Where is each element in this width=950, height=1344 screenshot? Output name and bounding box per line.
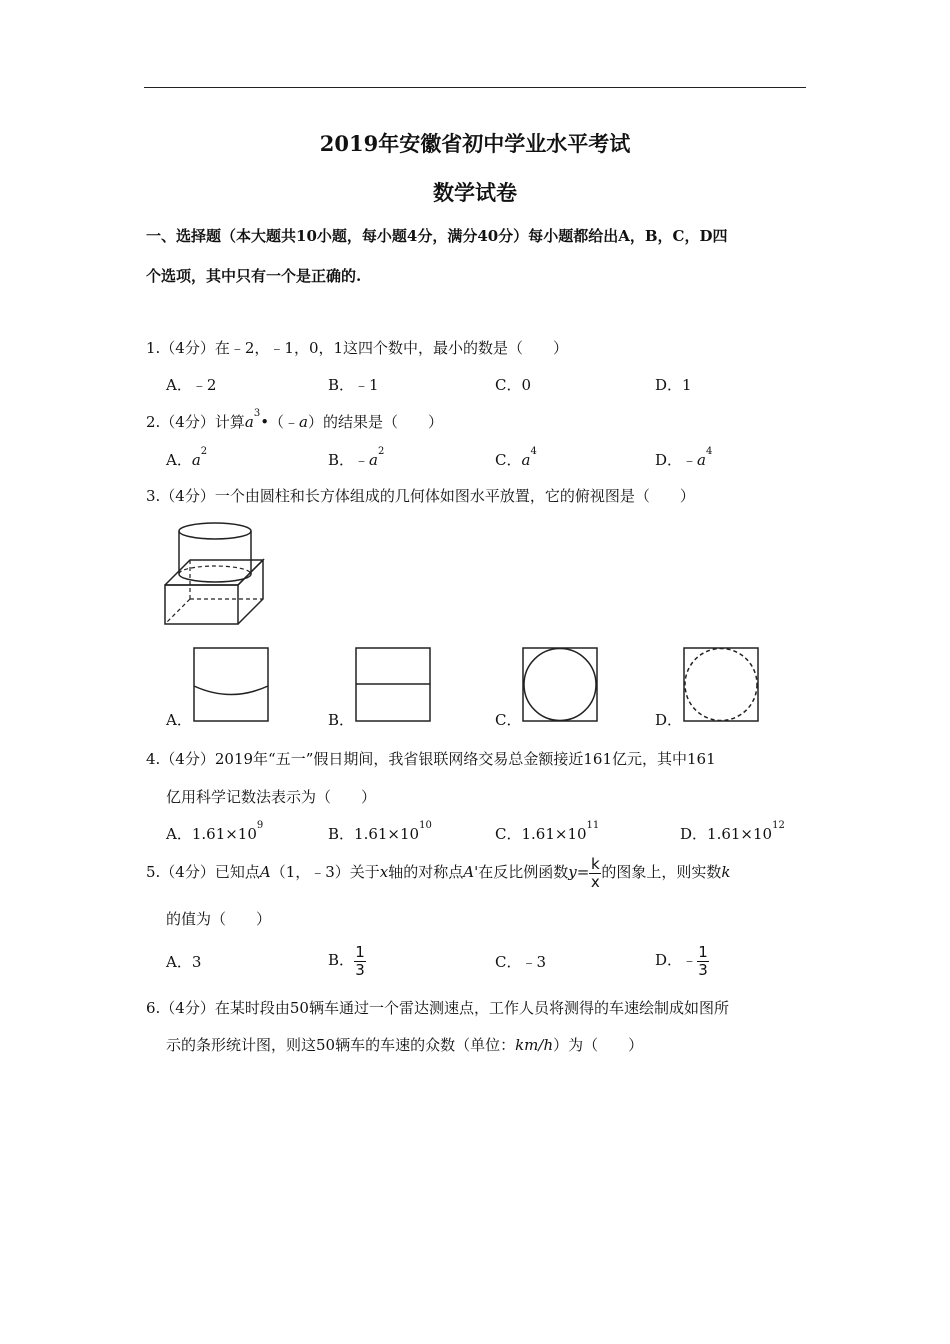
q4-option-c: C．$1.61\times 10^{11}$	[495, 820, 600, 843]
q3-option-c-label: C．	[495, 711, 522, 729]
q3-option-b-figure	[355, 647, 431, 722]
q4-stem-line2: 亿用科学记数法表示为（ ）	[166, 788, 377, 806]
section-heading-line1: 一、选择题（本大题共10小题，每小题4分，满分40分）每小题都给出A，B，C，D四	[146, 227, 728, 245]
q1-stem: 1.（4分）在﹣2，﹣1，0，1这四个数中，最小的数是（ ）	[146, 339, 569, 357]
q3-option-a-label: A．	[166, 711, 192, 729]
q3-option-b-label: B．	[328, 711, 355, 729]
q6-stem-line2: 示的条形统计图，则这50辆车的车速的众数（单位：km/h）为（ ）	[166, 1036, 644, 1054]
q4-option-a: A．$1.61\times 10^9$	[166, 820, 264, 843]
q2-option-d: D．$﹣a^4$	[655, 446, 713, 469]
q5-fraction-k-over-x: $\frac{k}{x}$	[590, 854, 600, 891]
q4-stem-line1: 4.（4分）2019年“五一”假日期间，我省银联网络交易总金额接近161亿元，其中161	[146, 750, 716, 768]
q6-stem-line1: 6.（4分）在某时段由50辆车通过一个雷达测速点，工作人员将测得的车速绘制成如图所	[146, 999, 729, 1017]
header-rule	[144, 87, 806, 88]
q2-option-b: B．$﹣a^2$	[328, 446, 385, 469]
q3-option-c-figure	[522, 647, 598, 722]
q1-option-b: B．﹣1	[328, 376, 379, 394]
q3-solid-figure	[160, 518, 270, 630]
exam-subtitle: 数学试卷	[433, 180, 517, 205]
q5-option-b: B． $\frac{1}{3}$	[328, 942, 365, 979]
q5-stem-line2: 的值为（ ）	[166, 910, 272, 928]
q2-option-a: A．$a^2$	[166, 446, 208, 469]
q2-option-c: C．$a^4$	[495, 446, 537, 469]
q2-stem: 2.（4分）计算$a^3•(﹣a)$的结果是（ ）	[146, 408, 444, 431]
q1-option-c: C．0	[495, 376, 532, 394]
q3-option-d-figure	[683, 647, 759, 722]
q1-option-d: D．1	[655, 376, 692, 394]
q3-option-d-label: D．	[655, 711, 683, 729]
q3-stem: 3.（4分）一个由圆柱和长方体组成的几何体如图水平放置，它的俯视图是（ ）	[146, 487, 695, 505]
q5-option-a: A．3	[166, 953, 202, 971]
q3-option-a-figure	[193, 647, 269, 722]
q1-option-a: A．﹣2	[166, 376, 217, 394]
exam-title: 2019年安徽省初中学业水平考试	[319, 131, 631, 156]
section-heading-line2: 个选项，其中只有一个是正确的.	[146, 267, 362, 285]
q5-option-c: C．﹣3	[495, 953, 547, 971]
q5-option-d: D．﹣ $\frac{1}{3}$	[655, 942, 708, 979]
q4-option-d: D．$1.61\times 10^{12}$	[680, 820, 785, 843]
q4-option-b: B．$1.61\times 10^{10}$	[328, 820, 432, 843]
q5-stem-line1: 5.（4分）已知点A（1，﹣3）关于x轴的对称点A'在反比例函数y= $\frac{k}{x}$ 的图象上，则实数k	[146, 854, 731, 891]
